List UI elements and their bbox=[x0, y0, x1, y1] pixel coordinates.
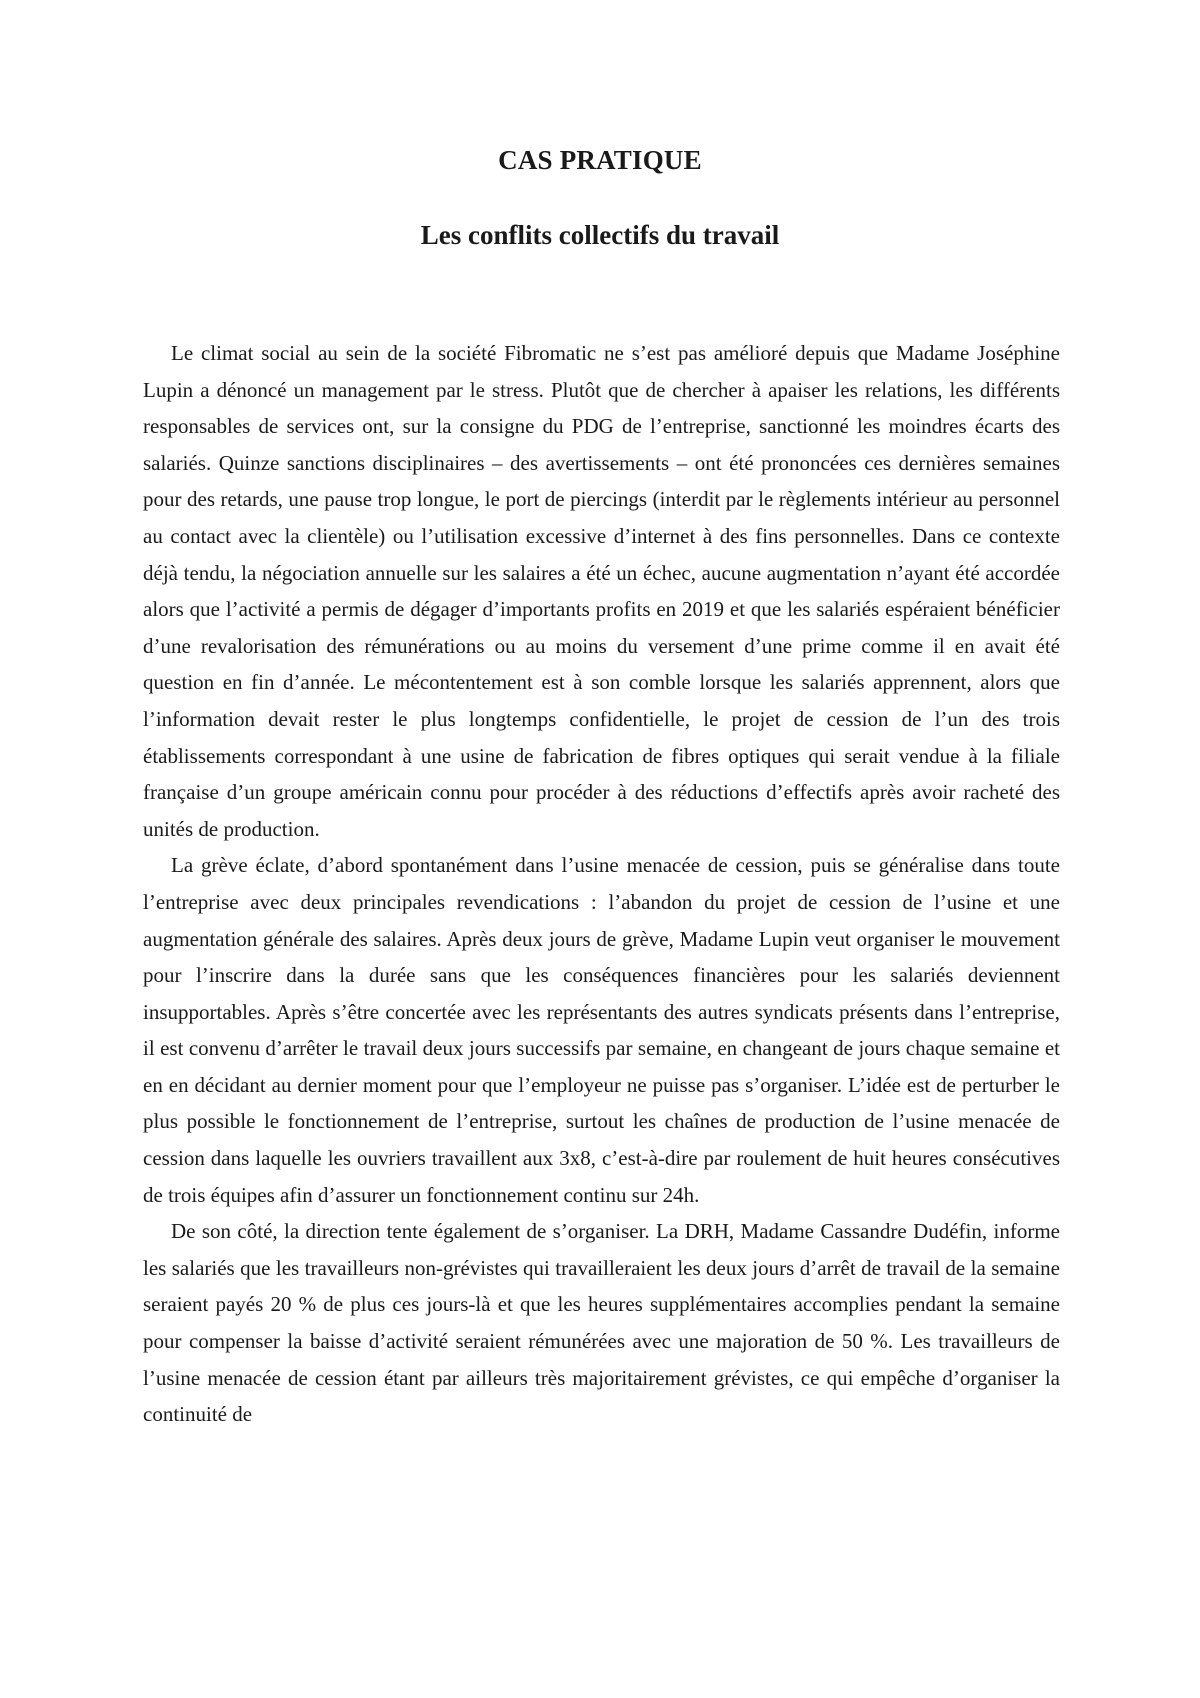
paragraph: La grève éclate, d’abord spontanément dans l’usine menacée de cession, puis se généralise dans toute l’entreprise avec deux principales revendications : l’abandon du projet de cession de l’usine et une augmentation générale des salaires. Après deux jours de grève, Madame Lupin veut organiser le mouvement pour l’inscrire dans la durée sans que les conséquences financières pour les salariés deviennent insupportables. Après s’être concertée avec les représentants des autres syndicats présents dans l’entreprise, il est convenu d’arrêter le travail deux jours successifs par semaine, en changeant de jours chaque semaine et en en décidant au dernier moment pour que l’employeur ne puisse pas s’organiser. L’idée est de perturber le plus possible le fonctionnement de l’entreprise, surtout les chaînes de production de l’usine menacée de cession dans laquelle les ouvriers travaillent aux 3x8, c’est-à-dire par roulement de huit heures consécutives de trois équipes afin d’assurer un fonctionnement continu sur 24h. bbox=[143, 853, 1060, 1207]
document-title: CAS PRATIQUE bbox=[498, 145, 702, 175]
document-body bbox=[143, 335, 1060, 1433]
paragraph: De son côté, la direction tente également de s’organiser. La DRH, Madame Cassandre Dudéfin, informe les salariés que les travailleurs non-grévistes qui travailleraient les deux jours d’arrêt de travail de la semaine seraient payés 20 % de plus ces jours-là et que les heures supplémentaires accomplies pendant la semaine pour compenser la baisse d’activité seraient rémunérées avec une majoration de 50 %. Les travailleurs de l’usine menacée de cession étant par ailleurs très majoritairement grévistes, ce qui empêche d’organiser la continuité de bbox=[143, 1219, 1060, 1427]
paragraph: Le climat social au sein de la société Fibromatic ne s’est pas amélioré depuis que Madame Joséphine Lupin a dénoncé un management par le stress. Plutôt que de chercher à apaiser les relations, les différents responsables de services ont, sur la consigne du PDG de l’entreprise, sanctionné les moindres écarts des salariés. Quinze sanctions disciplinaires – des avertissements – ont été prononcées ces dernières semaines pour des retards, une pause trop longue, le port de piercings (interdit par le règlements intérieur au personnel au contact avec la clientèle) ou l’utilisation excessive d’internet à des fins personnelles. Dans ce contexte déjà tendu, la négociation annuelle sur les salaires a été un échec, aucune augmentation n’ayant été accordée alors que l’activité a permis de dégager d’importants profits en 2019 et que les salariés espéraient bénéficier d’une revalorisation des rémunérations ou au moins du versement d’une prime comme il en avait été question en fin d’année. Le mécontentement est à son comble lorsque les salariés apprennent, alors que l’information devait rester le plus longtemps confidentielle, le projet de cession de l’un des trois établissements correspondant à une usine de fabrication de fibres optiques qui serait vendue à la filiale française d’un groupe américain connu pour procéder à des réductions d’effectifs après avoir racheté des unités de production. bbox=[143, 341, 1060, 841]
document-subtitle: Les conflits collectifs du travail bbox=[420, 220, 780, 250]
